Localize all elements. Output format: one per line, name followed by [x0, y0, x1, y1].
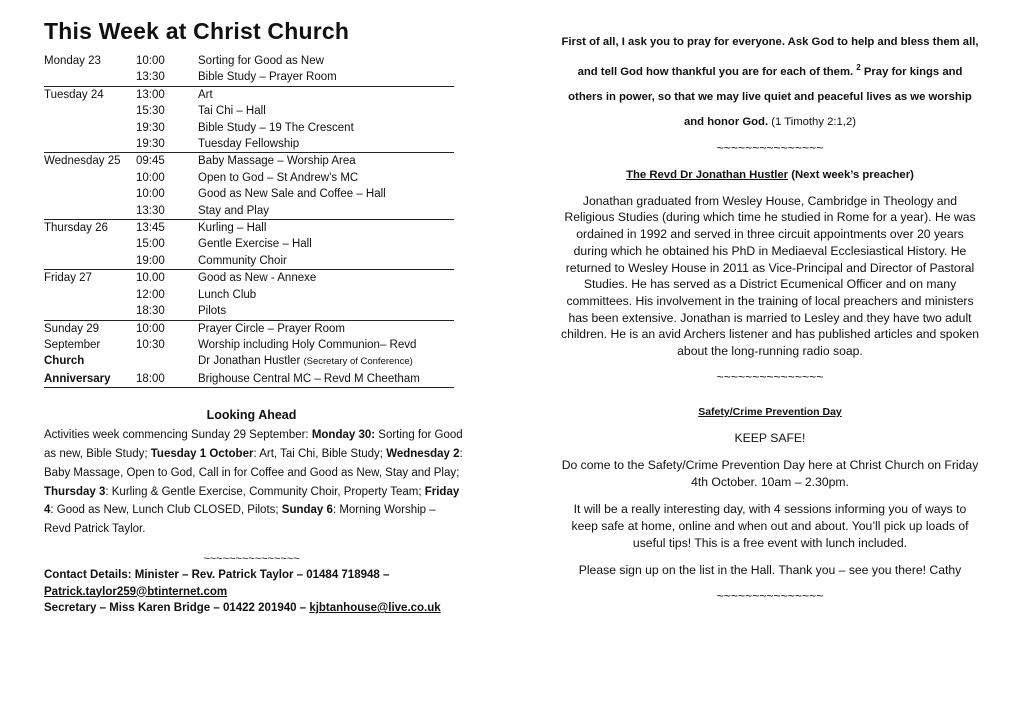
ahead-segment: Activities week commencing Sunday 29 September: — [44, 429, 312, 442]
event-text: Community Choir — [198, 254, 287, 267]
schedule-row — [44, 203, 454, 220]
contact-minister: Contact Details: Minister – Rev. Patrick Taylor – 01484 718948 – — [44, 568, 390, 581]
schedule-time: 18:30 — [136, 305, 165, 318]
schedule-table — [44, 53, 454, 388]
ahead-segment: Monday 30: — [311, 429, 376, 442]
event-text: Bible Study – Prayer Room — [198, 71, 337, 84]
page-title: This Week at Christ Church — [44, 18, 350, 44]
schedule-day: Monday 23 — [44, 55, 101, 67]
schedule-row — [44, 371, 454, 388]
event-text: Open to God – St Andrew’s MC — [198, 171, 359, 184]
divider: ~~~~~~~~~~~~~~~ — [716, 140, 824, 155]
schedule-time: 10:00 — [136, 171, 165, 184]
event-text: Good as New - Annexe — [198, 272, 317, 285]
ahead-segment: Sorting for Good as new, Bible Study; — [44, 429, 463, 460]
schedule-time — [136, 353, 198, 370]
minister-email-link[interactable]: Patrick.taylor259@btinternet.com — [44, 585, 228, 598]
schedule-row — [44, 69, 454, 86]
ahead-segment: Tuesday 1 October — [150, 447, 254, 460]
safety-heading: Safety/Crime Prevention Day — [698, 405, 842, 418]
schedule-day: Anniversary — [44, 371, 136, 388]
schedule-time: 15:00 — [136, 238, 165, 251]
ahead-segment: Thursday 3 — [44, 485, 106, 498]
ahead-segment: : Morning Worship – Revd Patrick Taylor. — [44, 504, 436, 536]
schedule-time: 12:00 — [136, 288, 165, 301]
schedule-row — [44, 86, 454, 103]
event-text: Baby Massage – Worship Area — [198, 155, 356, 168]
event-text: Brighouse Central MC – Revd M Cheetham — [198, 372, 420, 385]
schedule-day: Thursday 26 — [44, 220, 136, 237]
schedule-day — [44, 186, 136, 202]
schedule-time: 19:30 — [136, 138, 165, 151]
verse-reference: (1 Timothy 2:1,2) — [768, 115, 856, 128]
schedule-day — [44, 120, 136, 136]
divider: ~~~~~~~~~~~~~~~ — [203, 552, 300, 565]
schedule-day: Tuesday 24 — [44, 86, 136, 103]
schedule-day — [44, 136, 136, 153]
schedule-event — [198, 103, 454, 119]
ahead-segment: : Good as New, Lunch Club CLOSED, Pilots; — [50, 504, 282, 517]
schedule-day — [44, 170, 136, 186]
schedule-row — [44, 320, 454, 337]
schedule-row — [44, 220, 454, 237]
schedule-event — [198, 153, 454, 170]
schedule-time: 10.00 — [136, 270, 198, 287]
event-text: Kurling – Hall — [198, 222, 267, 235]
event-text: Art — [198, 88, 213, 101]
schedule-event — [198, 53, 454, 69]
schedule-time: 10:30 — [136, 338, 165, 351]
event-text: Lunch Club — [198, 288, 257, 301]
left-column — [44, 18, 463, 617]
schedule-event — [198, 303, 454, 320]
divider: ~~~~~~~~~~~~~~~ — [716, 588, 824, 603]
schedule-row — [44, 103, 454, 119]
looking-ahead-heading: Looking Ahead — [206, 408, 297, 423]
schedule-day: Friday 27 — [44, 270, 136, 287]
verse-text-a: First of all, I ask you to pray for everyone. Ask God to help and bless them all, and tell God how thankful you are for each of them. — [561, 36, 979, 78]
schedule-day — [44, 103, 136, 119]
schedule-row — [44, 270, 454, 287]
event-text: Worship including Holy Communion– Revd — [198, 338, 417, 351]
event-text: Pilots — [198, 305, 227, 318]
schedule-row — [44, 53, 454, 69]
schedule-event — [198, 320, 454, 337]
schedule-day — [44, 236, 136, 252]
contact-details — [44, 567, 474, 617]
schedule-event — [198, 220, 454, 237]
verse-number: 2 — [856, 63, 861, 72]
event-text: Tai Chi – Hall — [198, 105, 266, 118]
schedule-day: September — [44, 338, 101, 351]
ahead-segment: : Kurling & Gentle Exercise, Community Choir, Property Team; — [105, 485, 425, 498]
ahead-segment: Friday 4 — [44, 485, 460, 517]
schedule-row — [44, 170, 454, 186]
safety-paragraph-3: Please sign up on the list in the Hall. Thank you – see you there! Cathy — [578, 562, 962, 577]
event-text: Bible Study – 19 The Crescent — [198, 121, 354, 134]
schedule-day: Wednesday 25 — [44, 153, 136, 170]
schedule-row — [44, 120, 454, 136]
schedule-row — [44, 236, 454, 252]
event-text: Dr Jonathan Hustler — [198, 355, 301, 368]
schedule-row — [44, 337, 454, 353]
schedule-day — [44, 287, 136, 303]
preacher-name: The Revd Dr Jonathan Hustler — [626, 168, 789, 181]
schedule-event — [198, 170, 454, 186]
schedule-time: 18:00 — [136, 371, 198, 388]
preacher-bio: Jonathan graduated from Wesley House, Cambridge in Theology and Religious Studies (during which time he studied in Rome for a year). He was ordained in 1992 and served in three circuit appointments over 20 years during which he obtained his PhD in Mediaeval Ecclesiastical History. He returned to Wesley House in 2011 as Vice-Principal and Director of Pastoral Studies. He has served as a District Ecumenical Officer and on many committees. His involvement in the training of local preachers and ministers has been extensive. Jonathan is married to Lesley and they have two adult children. He is an avid Archers listener and has published articles and spoken about the long-running radio soap. — [561, 193, 979, 359]
safety-paragraph-2: It will be a really interesting day, with 4 sessions informing you of ways to keep safe at home, online and when out and about. You’ll pick up loads of useful tips! This is a free event with lunch included. — [571, 501, 969, 550]
schedule-day — [44, 203, 136, 220]
schedule-event — [198, 371, 454, 388]
schedule-event — [198, 136, 454, 153]
schedule-row — [44, 186, 454, 202]
schedule-event — [198, 287, 454, 303]
ahead-segment: Wednesday 2 — [386, 447, 460, 460]
event-note: (Secretary of Conference) — [303, 356, 413, 368]
schedule-time: 10:00 — [136, 55, 165, 67]
schedule-time: 09:45 — [136, 153, 198, 170]
event-text: Gentle Exercise – Hall — [198, 238, 312, 251]
secretary-email-link[interactable]: kjbtanhouse@live.co.uk — [309, 602, 441, 615]
safety-paragraph-1: Do come to the Safety/Crime Prevention Day here at Christ Church on Friday 4th October. 10am – 2.30pm. — [561, 457, 979, 489]
preacher-note: (Next week’s preacher) — [788, 168, 914, 181]
event-text: Prayer Circle – Prayer Room — [198, 322, 345, 335]
schedule-event — [198, 270, 454, 287]
schedule-row — [44, 287, 454, 303]
ahead-segment: : Baby Massage, Open to God, Call in for Coffee and Good as New, Stay and Play; — [44, 447, 463, 479]
preacher-heading — [560, 169, 980, 181]
schedule-event — [198, 353, 454, 370]
event-text: Stay and Play — [198, 204, 269, 217]
ahead-segment: Sunday 6 — [281, 504, 333, 517]
schedule-row — [44, 303, 454, 320]
schedule-time: 13:30 — [136, 204, 165, 217]
schedule-event — [198, 69, 454, 86]
schedule-row — [44, 153, 454, 170]
schedule-time: 10:00 — [136, 188, 165, 201]
contact-secretary — [44, 600, 474, 617]
secretary-text: Secretary – Miss Karen Bridge – 01422 201940 – — [44, 602, 310, 615]
schedule-day — [44, 253, 136, 270]
schedule-time: 13:45 — [136, 220, 198, 237]
bible-verse — [560, 30, 980, 135]
schedule-time: 13:00 — [136, 86, 198, 103]
divider: ~~~~~~~~~~~~~~~ — [716, 369, 824, 384]
schedule-event — [198, 86, 454, 103]
looking-ahead-text — [44, 426, 464, 539]
schedule-event — [198, 253, 454, 270]
schedule-time: 19:00 — [136, 254, 165, 267]
verse-text-b: Pray for kings and others in power, so that we may live quiet and peaceful lives as we worship and honor God. — [568, 65, 972, 128]
event-text: Tuesday Fellowship — [198, 138, 300, 151]
schedule-time: 10:00 — [136, 320, 198, 337]
schedule-row — [44, 136, 454, 153]
schedule-day: Sunday 29 — [44, 320, 136, 337]
schedule-day: Church — [44, 355, 85, 368]
schedule-row — [44, 353, 454, 370]
schedule-event — [198, 203, 454, 220]
schedule-day — [44, 303, 136, 320]
schedule-event — [198, 186, 454, 202]
schedule-row — [44, 253, 454, 270]
right-column — [560, 30, 980, 609]
event-text: Sorting for Good as New — [198, 55, 324, 67]
schedule-day — [44, 69, 136, 86]
keep-safe: KEEP SAFE! — [734, 430, 806, 445]
schedule-event — [198, 337, 454, 353]
schedule-event — [198, 120, 454, 136]
ahead-segment: : Art, Tai Chi, Bible Study; — [253, 447, 387, 460]
schedule-event — [198, 236, 454, 252]
schedule-time: 13:30 — [136, 71, 165, 84]
schedule-time: 19:30 — [136, 121, 165, 134]
schedule-time: 15:30 — [136, 105, 165, 118]
event-text: Good as New Sale and Coffee – Hall — [198, 188, 386, 201]
